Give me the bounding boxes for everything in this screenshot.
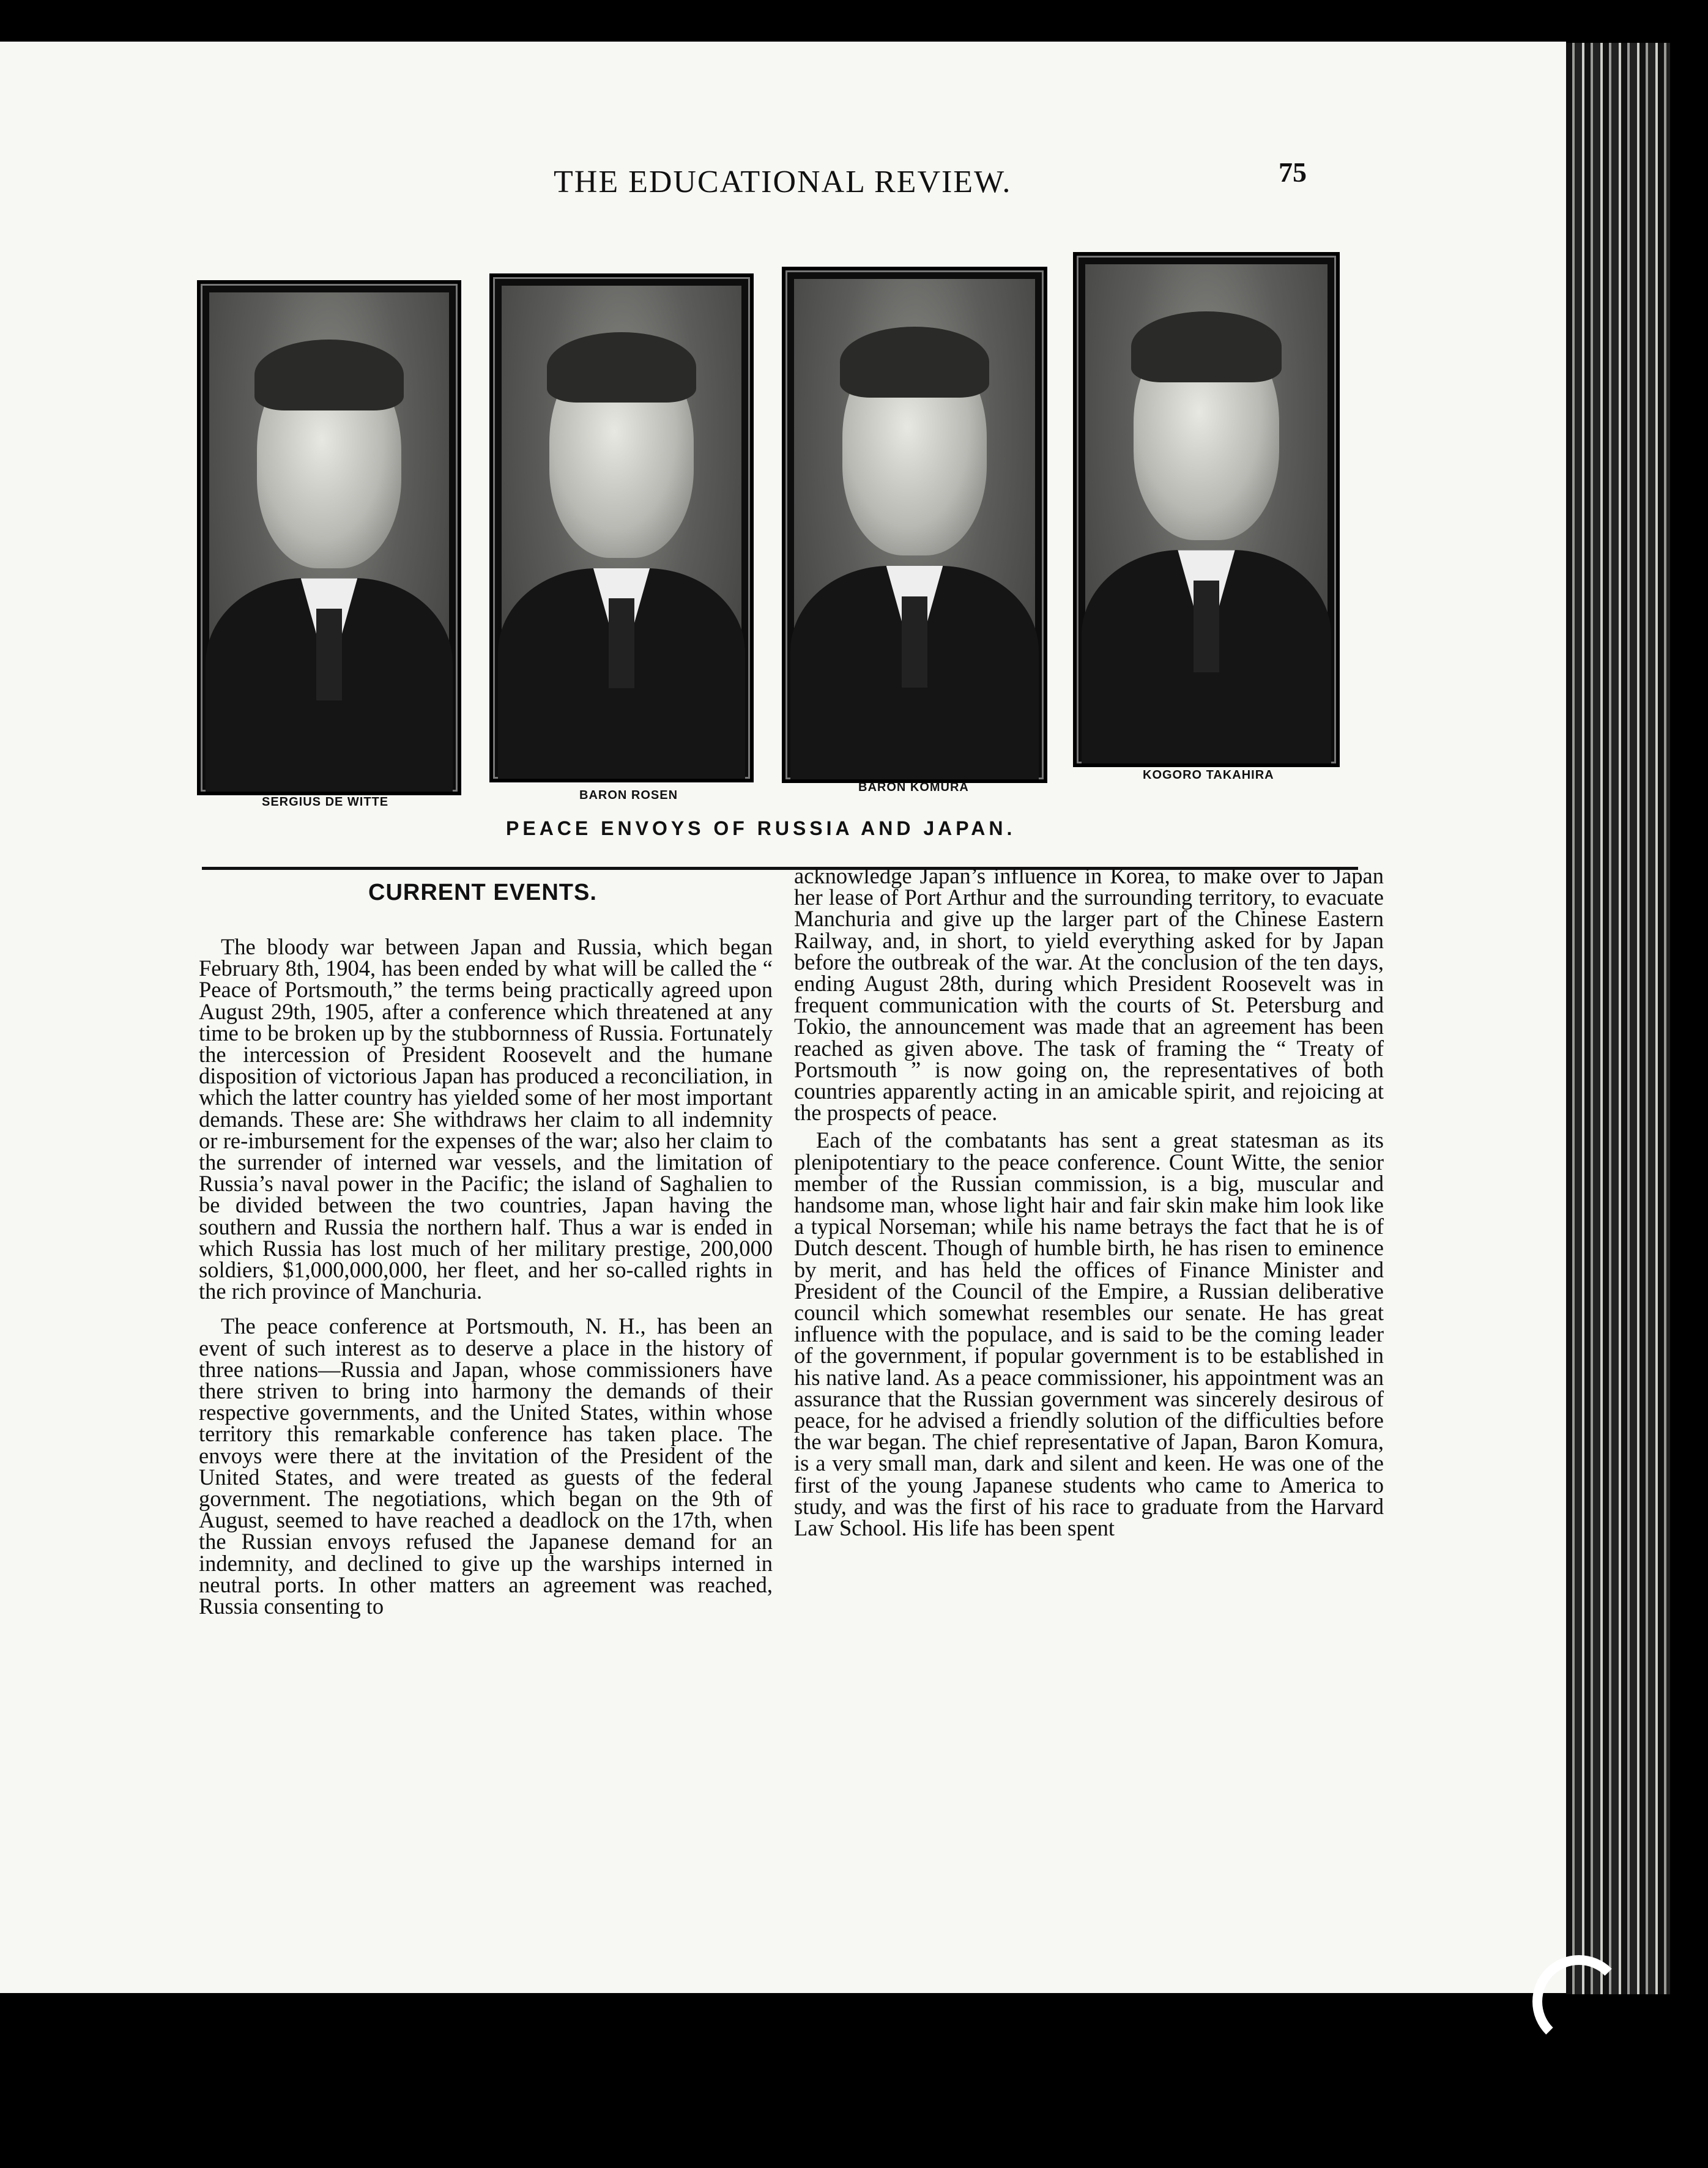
portrait-witte [197, 280, 461, 795]
article-column-right [794, 865, 1384, 1917]
page-number: 75 [1279, 157, 1307, 188]
article-title: CURRENT EVENTS. [368, 880, 597, 905]
paragraph: The peace conference at Portsmouth, N. H., has been an event of such interest as to deserve a place in the history of three nations—Russia and Japan, whose commissioners have there striven to bring into harmony the demands of their respective governments, and the United States, within whose territory this remarkable conference has taken place. The envoys were there at the invitation of the President of the United States, and were treated as guests of the federal government. The negotiations, which began on the 9th of August, seemed to have reached a deadlock on the 17th, when the Russian envoys refused the Japanese demand for an indemnity, and declined to give up the warships interned in neutral ports. In other matters an agreement was reached, Russia consenting to [199, 1313, 773, 1619]
portrait-takahira [1073, 252, 1340, 767]
portrait-rosen [489, 273, 754, 782]
caption-komura: BARON KOMURA [858, 781, 969, 794]
book-spine [1566, 43, 1670, 1994]
page-curl [1532, 1955, 1625, 2048]
caption-rosen: BARON ROSEN [579, 789, 678, 802]
running-title: THE EDUCATIONAL REVIEW. [554, 165, 1012, 199]
paragraph: The bloody war between Japan and Russia, which began February 8th, 1904, has been ended by what will be called the “ Peace of Portsmouth,” the terms being practically agreed upon August 29th, 1905, after a conference which threatened at any time to be broken up by the stubbornness of Russia. Fortunately the intercession of President Roosevelt and the humane disposition of victorious Japan has produced a reconciliation, in which the latter country has yielded some of her most important demands. These are: She withdraws her claim to all indemnity or re-imbursement for the expenses of the war; also her claim to the surrender of interned war vessels, and the limitation of Russia’s naval power in the Pacific; the island of Saghalien to be divided between the two countries, Japan having the southern and Russia the northern half. Thus a war is ended in which Russia has lost much of her military prestige, 200,000 soldiers, $1,000,000,000, her fleet, and her so-called rights in the rich province of Manchuria. [199, 934, 773, 1304]
caption-takahira: KOGORO TAKAHIRA [1143, 768, 1274, 782]
article-column-left [199, 936, 773, 1915]
paragraph: acknowledge Japan’s influence in Korea, to make over to Japan her lease of Port Arthur and the surrounding territory, to evacuate Manchuria and give up the larger part of the Chinese Eastern Railway, and, in short, to yield everything asked for by Japan before the outbreak of the war. At the conclusion of the ten days, ending August 28th, during which President Roosevelt was in frequent communication with the courts of St. Petersburg and Tokio, the announcement was made that an agreement has been reached as given above. The task of framing the “ Treaty of Portsmouth ” is now going on, the representatives of both countries apparently acting in an amicable spirit, and rejoicing at the prospects of peace. [794, 863, 1384, 1126]
paragraph: Each of the combatants has sent a great statesman as its plenipotentiary to the peace conference. Count Witte, the senior member of the Russian commission, is a big, muscular and handsome man, whose light hair and fair skin make him look like a typical Norseman; while his name betrays the fact that he is of Dutch descent. Though of humble birth, he has risen to eminence by merit, and has held the offices of Finance Minister and President of the Council of the Empire, a Russian deliberative council which somewhat resembles our senate. He has great influence with the populace, and is said to be the coming leader of the government, if popular government is to be established in his native land. As a peace commissioner, his appointment was an assurance that the Russian government was sincerely desirous of peace, for he advised a friendly solution of the difficulties before the war began. The chief representative of Japan, Baron Komura, is a very small man, dark and silent and keen. He was one of the first of the young Japanese students who came to America to study, and was the first of his race to graduate from the Harvard Law School. His life has been spent [794, 1127, 1384, 1541]
plate-title: PEACE ENVOYS OF RUSSIA AND JAPAN. [506, 817, 1016, 839]
caption-witte: SERGIUS DE WITTE [262, 795, 389, 809]
portrait-komura [782, 267, 1047, 783]
